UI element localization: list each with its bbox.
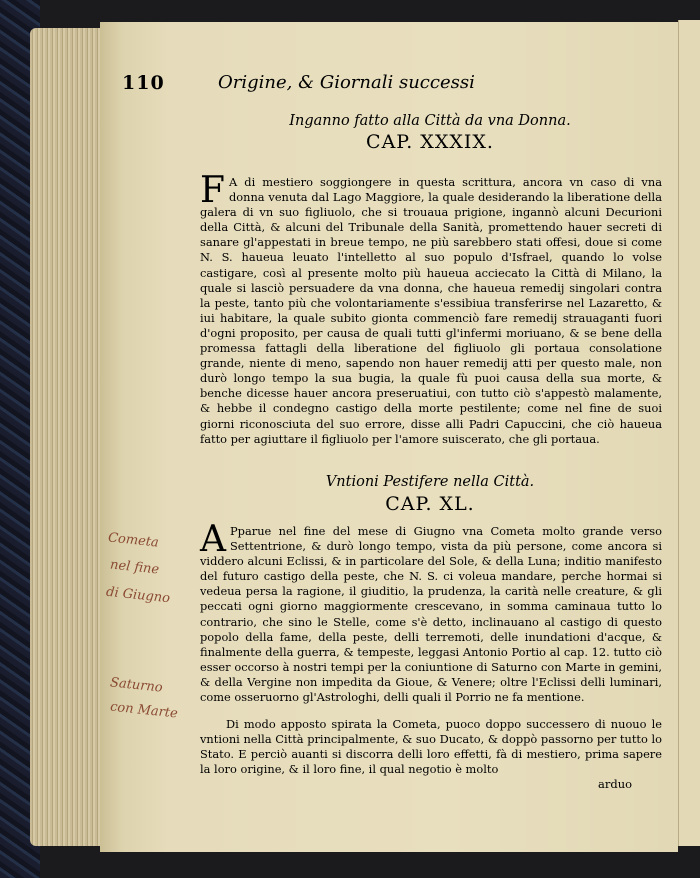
- chapter-40-title: Vntioni Pestifere nella Città.: [325, 474, 535, 490]
- page-header: [122, 52, 562, 92]
- margin-note: con Marte: [109, 699, 179, 722]
- facing-page-edge: [678, 20, 700, 860]
- margin-note: Saturno: [109, 675, 164, 696]
- catchword: arduo: [598, 777, 633, 791]
- chapter-39-heading: CAP. XXXIX.: [366, 131, 494, 153]
- chapter-40-text: Pparue nel fine del mese di Giugno vna Cometa molto grande verso Settentrione, & durò longo tempo, vista da più persone, come ancora si viddero alcuni Eclissi, & in particolare del Sole, & della Luna; inditio manifesto del futuro castigo della peste, che N. S. ci voleua mandare, perche hormai si vedeua persa la ragione, il giuditio, la prudenza, la carità nelle creature, & gli peccati ogni giorno maggiormente crescevano, in somma caminaua tutto lo contrario, che sino le Stelle, come s'è detto, inclinauano al castigo di questo popolo della fame, della peste, delli terremoti, delle inundationi d'acque, & finalmente della guerra, & tempeste, leggasi Antonio Portio al cap. 12. tutto ciò esser occorso à nostri tempi per la coniuntione di Saturno con Marte in gemini, & della Vergine non impedita da Gioue, & Venere; oltre l'Eclissi delli luminari, come osseruorno gl'Astrologhi, delli quali il Porrio ne fa mentione.: [200, 524, 662, 705]
- margin-note: nel fine: [109, 557, 160, 578]
- chapter-39-body: [200, 170, 662, 447]
- margin-note: di Giugno: [105, 584, 171, 607]
- dropcap: F: [200, 170, 225, 211]
- page-edges: [30, 28, 110, 846]
- margin-note: Cometa: [107, 530, 160, 551]
- running-title: Origine, & Giornali successi: [218, 72, 475, 93]
- chapter-40-paragraph-2: Di modo apposto spirata la Cometa, puoco doppo successero di nuouo le vntioni nella Città principalmente, & suo Ducato, & doppò passorno per tutto lo Stato. E perciò auanti si discorra delli loro effetti, fà di mestiero, prima sapere la loro origine, & il loro fine, il qual negotio è molto: [200, 717, 662, 777]
- chapter-39-text: A di mestiero soggiongere in questa scrittura, ancora vn caso di vna donna venuta dal Lago Maggiore, la quale desiderando la liberatione della galera di vn suo figliuolo, che si trouaua prigione, ingannò alcuni Decurioni della Città, & alcuni del Tribunale della Sanità, promettendo hauer secreti di sanare gl'appestati in breue tempo, ne più sarebbero stati offesi, doue si come N. S. haueua leuato l'intelletto al suo populo d'Isfrael, quando lo volse castigare, così al presente molto più haueua acciecato la Città di Milano, la quale si lasciò persuadere da vna donna, che haueua remedij singolari contra la peste, tanto più che volontariamente s'essibiua transferirse nel Lazaretto, & iui habitare, la quale subito gionta commenciò fare remedij strauaganti fuori d'ogni proposito, per causa de quali tutti gl'infermi moriuano, & se bene della promessa fattagli della liberatione del figliuolo gli portaua consolatione grande, niente di meno, sapendo non hauer remedij atti per questo male, non durò longo tempo la sua bugia, la quale fù puoi causa della sua morte, & benche dicesse hauer ancora preseruatiui, con tutto ciò s'appestò malamente, & hebbe il condegno castigo della morte pestilente; come nel fine de suoi giorni riconosciuta del suo errore, disse alli Padri Capuccini, che ciò haueua fatto per agiuttare il figliuolo per l'amore suiscerato, che gli portaua.: [200, 175, 662, 446]
- chapter-40-body: [200, 519, 662, 705]
- dropcap: A: [200, 519, 226, 560]
- page-number: 110: [122, 72, 165, 94]
- chapter-39-title: Inganno fatto alla Città da vna Donna.: [289, 113, 571, 129]
- chapter-40-heading: CAP. XL.: [385, 493, 475, 515]
